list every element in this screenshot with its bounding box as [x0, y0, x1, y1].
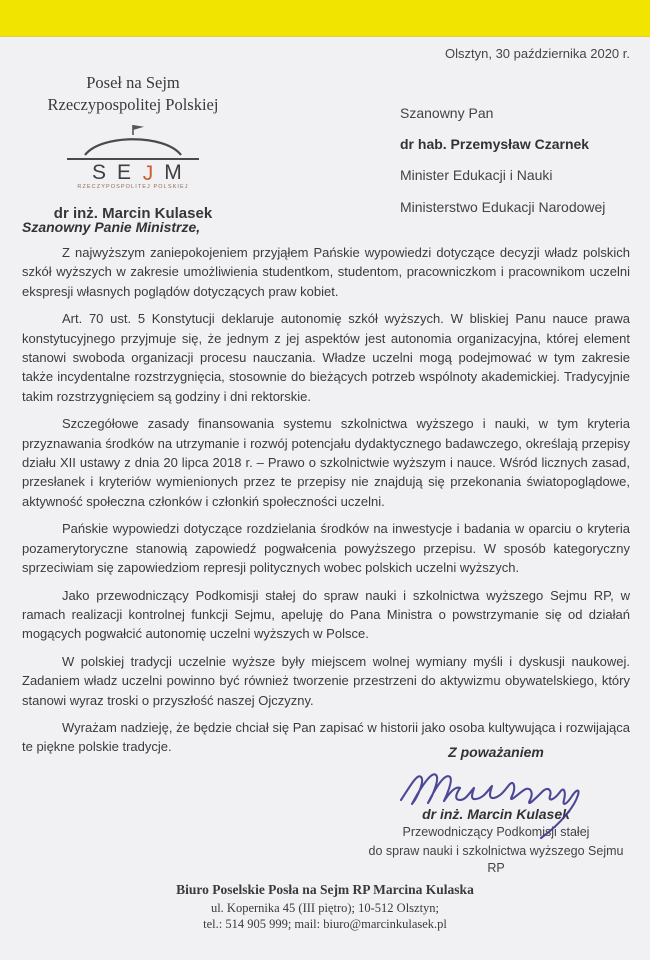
dome-arc-icon	[85, 139, 181, 155]
valediction: Z poważaniem	[448, 744, 544, 760]
recipient-line-4: Ministerstwo Edukacji Narodowej	[400, 198, 606, 215]
signer-name: dr inż. Marcin Kulasek	[422, 806, 570, 822]
body-paragraph: Z najwyższym zaniepokojeniem przyjąłem Pańskie wypowiedzi dotyczące decyzji władz polskich szkół wyższych w zakresie umożliwienia studentkom, studentom, pracowniczkom i pracownikom uczelni ekspresji własnych poglądów dotyczących praw kobiet.	[22, 245, 630, 299]
signature-image	[362, 760, 630, 810]
salutation: Szanowny Panie Ministrze,	[22, 219, 201, 235]
logo-letter-s: S	[91, 160, 107, 184]
recipient-block	[400, 104, 605, 229]
sender-org-line2: Rzeczypospolitej Polskiej	[47, 95, 219, 115]
body-paragraph: W polskiej tradycji uczelnie wyższe były miejscem wolnej wymiany myśli i dyskusji naukowej. Zadaniem władz uczelni powinno być również tworzenie przestrzeni do aktywizmu obywatelskiego, który stanowi wyraz troski o przyszłość naszej Ojczyzny.	[22, 653, 630, 708]
letterhead-yellow-band	[0, 0, 650, 37]
recipient-line-1: Szanowny Pan	[400, 105, 494, 121]
footer-address: ul. Kopernika 45 (III piętro); 10-512 Olsztyn;	[210, 901, 440, 915]
sender-name: dr inż. Marcin Kulasek	[53, 204, 213, 222]
signer-title-line1: Przewodniczący Podkomisji stałej	[402, 825, 590, 839]
footer-office-name: Biuro Poselskie Posła na Sejm RP Marcina Kulaska	[176, 882, 474, 897]
letter-body	[22, 243, 630, 765]
flag-icon	[133, 125, 144, 130]
sender-org-title	[28, 72, 238, 117]
logo-letter-m: M	[164, 160, 182, 184]
body-paragraph: Wyrażam nadzieję, że będzie chciał się Pan zapisać w historii jako osoba kultywująca i rozwijająca te piękne polskie tradycje.	[22, 719, 630, 755]
sejm-logo	[28, 122, 238, 195]
office-footer	[0, 882, 650, 932]
recipient-name: dr hab. Przemysław Czarnek	[400, 136, 590, 153]
body-paragraph: Pańskie wypowiedzi dotyczące rozdzielania środków na inwestycje i badania w oparciu o kryteria pozamerytoryczne stanowią zapowiedź pogwałcenia powyższego przepisu. W sposób kategoryczny sprzeciwiam się zapowiedziom represji politycznych wobec polskich uczelni wyższych.	[22, 521, 630, 576]
closing-block	[362, 744, 630, 877]
letter-date: Olsztyn, 30 października 2020 r.	[445, 46, 630, 61]
sender-org-line1: Poseł na Sejm	[86, 73, 180, 92]
sender-block	[28, 72, 238, 222]
handwritten-signature-icon	[391, 760, 601, 810]
sejm-dome-icon	[63, 122, 203, 190]
logo-caption: RZECZYPOSPOLITEJ POLSKIEJ	[77, 183, 189, 190]
logo-letter-e: E	[116, 160, 132, 184]
body-paragraph: Art. 70 ust. 5 Konstytucji deklaruje autonomię szkół wyższych. W bliskiej Panu nauce prawa konstytucyjnego przyjmuje się, że jednym z jej aspektów jest autonomia organizacyjna, której element stanowi swoboda organizacji procesu nauczania. Władze uczelni mogą podejmować w tym zakresie także incydentalne rozstrzygnięcia, stosownie do bieżących potrzeb wspólnoty akademickiej. Tradycyjnie takim rozstrzygnięciem są godziny i dni rektorskie.	[22, 311, 630, 404]
body-paragraph: Jako przewodniczący Podkomisji stałej do spraw nauki i szkolnictwa wyższego Sejmu RP, w ramach realizacji kontrolnej funkcji Sejmu, apeluję do Pana Ministra o powstrzymanie się od działań mogących pogwałcić autonomię uczelni wyższych w Polsce.	[22, 587, 630, 642]
footer-contact: tel.: 514 905 999; mail: biuro@marcinkulasek.pl	[203, 917, 447, 931]
logo-letter-j: J	[142, 161, 154, 185]
recipient-line-3: Minister Edukacji i Nauki	[400, 167, 553, 184]
body-paragraph: Szczegółowe zasady finansowania systemu szkolnictwa wyższego i nauki, w tym kryteria przyznawania środków na utrzymanie i rozwój potencjału dydaktycznego badawczego, określają przepisy działu XII ustawy z dnia 20 lipca 2018 r. – Prawo o szkolnictwie wyższym i nauce. Wśród licznych zasad, przesłanek i kryteriów wymienionych przez te przepisy nie znajdują się przekonania światopoglądowe, aktywność społeczna członków i członkiń społeczności uczelni.	[22, 416, 630, 509]
signer-title-line2: do spraw nauki i szkolnictwa wyższego Sejmu RP	[368, 844, 624, 875]
